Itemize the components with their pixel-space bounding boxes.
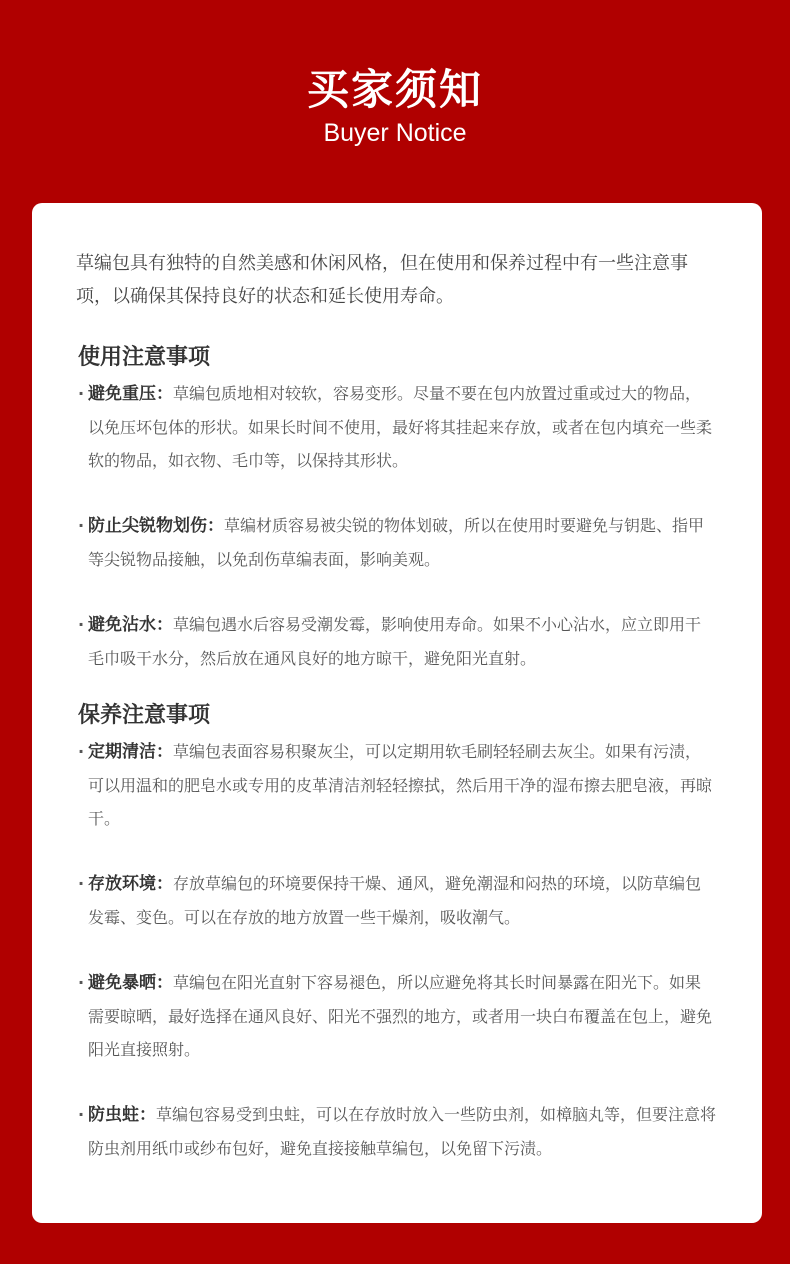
section-maintenance xyxy=(76,701,716,1165)
section-title-usage: 使用注意事项 xyxy=(78,345,211,370)
bullet-icon: · xyxy=(78,973,85,992)
bullet-icon: · xyxy=(78,1105,85,1124)
notice-card xyxy=(32,203,762,1223)
item-text: 草编包质地相对较软，容易变形。尽量不要在包内放置过重或过大的物品，以免压坏包体的形状。如果长时间不使用，最好将其挂起来存放，或者在包内填充一些柔软的物品，如衣物、毛巾等，以保持其形状。 xyxy=(88,384,713,470)
item-text: 草编包在阳光直射下容易褪色，所以应避免将其长时间暴露在阳光下。如果需要晾晒，最好选择在通风良好、阳光不强烈的地方，或者用一块白布覆盖在包上，避免阳光直接照射。 xyxy=(88,973,713,1059)
bullet-icon: · xyxy=(78,615,85,634)
item-label: 避免沾水： xyxy=(88,615,173,635)
bullet-icon: · xyxy=(78,742,85,761)
item-text: 草编包容易受到虫蛀，可以在存放时放入一些防虫剂，如樟脑丸等，但要注意将防虫剂用纸巾或纱布包好，避免直接接触草编包，以免留下污渍。 xyxy=(88,1105,717,1158)
page-title: 买家须知 xyxy=(306,65,483,114)
item-label: 避免重压： xyxy=(88,384,173,404)
bullet-icon: · xyxy=(78,874,85,893)
notice-item-storage xyxy=(76,867,716,934)
notice-item-avoid-scratches xyxy=(76,509,716,576)
section-usage xyxy=(76,343,716,675)
item-label: 防止尖锐物划伤： xyxy=(88,516,224,536)
section-title-maintenance: 保养注意事项 xyxy=(78,703,211,728)
page-header xyxy=(0,0,790,200)
notice-item-avoid-pressure xyxy=(76,377,716,477)
intro-paragraph: 草编包具有独特的自然美感和休闲风格，但在使用和保养过程中有一些注意事项，以确保其保持良好的状态和延长使用寿命。 xyxy=(76,253,688,307)
item-text: 草编包遇水后容易受潮发霉，影响使用寿命。如果不小心沾水，应立即用干毛巾吸干水分，然后放在通风良好的地方晾干，避免阳光直射。 xyxy=(88,615,702,668)
item-text: 存放草编包的环境要保持干燥、通风，避免潮湿和闷热的环境，以防草编包发霉、变色。可以在存放的地方放置一些干燥剂，吸收潮气。 xyxy=(88,874,702,927)
item-label: 定期清洁： xyxy=(88,742,173,762)
item-label: 存放环境： xyxy=(88,874,173,894)
notice-item-insect-proof xyxy=(76,1098,716,1165)
notice-item-cleaning xyxy=(76,735,716,835)
bullet-icon: · xyxy=(78,384,85,403)
bullet-icon: · xyxy=(78,516,85,535)
item-label: 防虫蛀： xyxy=(88,1105,156,1125)
notice-item-avoid-sun xyxy=(76,966,716,1066)
item-text: 草编包表面容易积聚灰尘，可以定期用软毛刷轻轻刷去灰尘。如果有污渍，可以用温和的肥皂水或专用的皮革清洁剂轻轻擦拭，然后用干净的湿布擦去肥皂液，再晾干。 xyxy=(88,742,713,828)
notice-item-avoid-water xyxy=(76,608,716,675)
item-text: 草编材质容易被尖锐的物体划破，所以在使用时要避免与钥匙、指甲等尖锐物品接触，以免刮伤草编表面，影响美观。 xyxy=(88,516,705,569)
page-subtitle: Buyer Notice xyxy=(323,119,467,147)
item-label: 避免暴晒： xyxy=(88,973,173,993)
